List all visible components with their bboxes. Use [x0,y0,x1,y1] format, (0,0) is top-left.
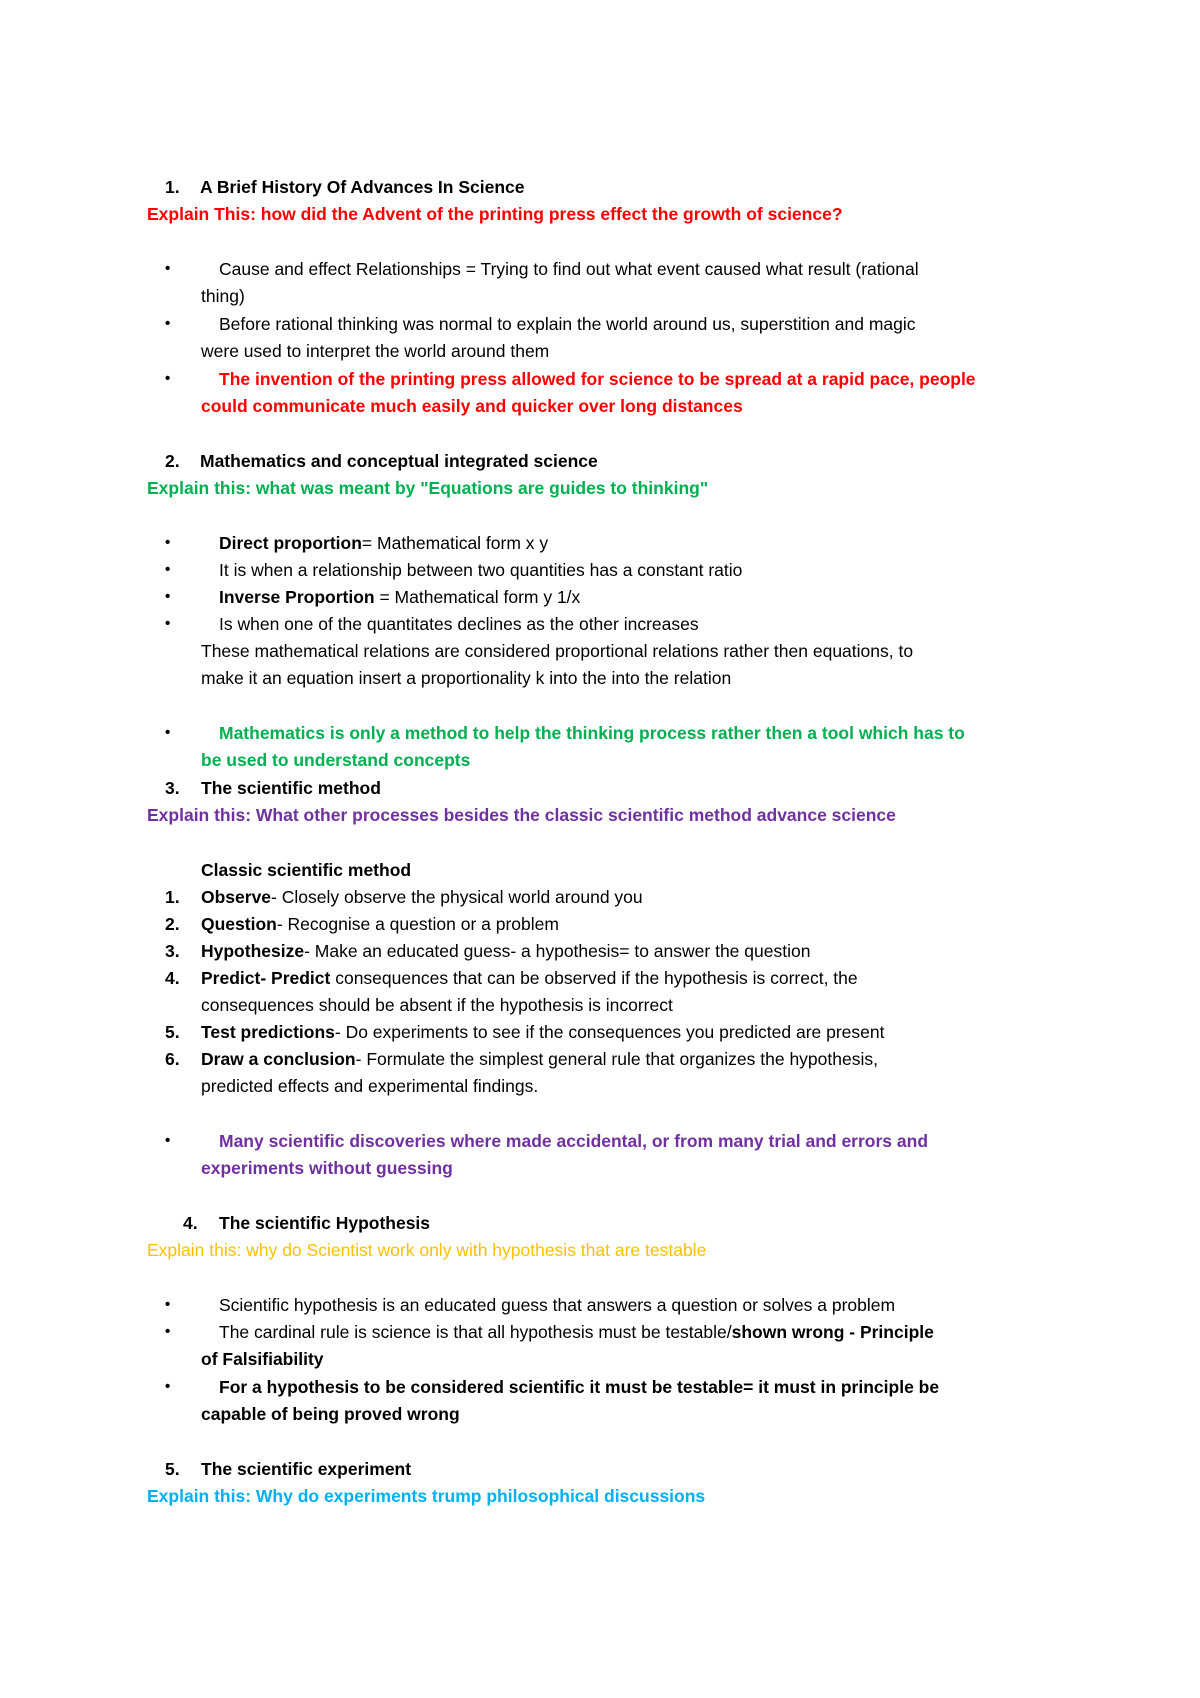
section-number: 4. [183,1213,198,1233]
step-text [201,965,858,991]
bullet-icon: • [165,724,171,741]
bullet-text-continued: be used to understand concepts [201,750,471,770]
step-number: 2. [165,914,180,934]
bullet-text [219,584,580,610]
bullet-text: Is when one of the quantitates declines as the other increases [219,614,699,634]
bullet-icon: • [165,370,171,387]
paragraph-text: make it an equation insert a proportionality k into the into the relation [201,668,732,688]
step-description: - Do experiments to see if the consequences you predicted are present [334,1022,885,1042]
step-description: - Formulate the simplest general rule that organizes the hypothesis, [355,1049,878,1069]
term-direct-proportion: Direct proportion [219,533,362,553]
bullet-text-continued: of Falsifiability [201,1349,324,1369]
bullet-text-highlight: The invention of the printing press allowed for science to be spread at a rapid pace, people [219,369,976,389]
bullet-text-continued: could communicate much easily and quicker over long distances [201,396,743,416]
bullet-icon: • [165,260,171,277]
bullet-text-continued: experiments without guessing [201,1158,453,1178]
step-text [201,884,643,910]
bullet-icon: • [165,1378,171,1395]
step-term: Question [201,914,277,934]
section-number: 2. [165,451,180,471]
step-description: - Recognise a question or a problem [276,914,559,934]
explain-prompt: Explain this: What other processes besides the classic scientific method advance science [147,805,896,825]
bullet-icon: • [165,1296,171,1313]
step-term: Predict- Predict [201,968,331,988]
bullet-text-continued: capable of being proved wrong [201,1404,460,1424]
paragraph-text: These mathematical relations are considered proportional relations rather then equations, to [201,641,914,661]
bullet-text: Cause and effect Relationships = Trying to find out what event caused what result (rational [219,259,919,279]
step-term: Draw a conclusion [201,1049,356,1069]
step-term: Test predictions [201,1022,335,1042]
step-description: - Closely observe the physical world around you [271,887,643,907]
bullet-icon: • [165,534,171,551]
step-text [201,1019,885,1045]
step-term: Hypothesize [201,941,305,961]
step-text [201,911,559,937]
explain-prompt: Explain This: how did the Advent of the printing press effect the growth of science? [147,204,843,224]
bullet-icon: • [165,1132,171,1149]
bullet-icon: • [165,561,171,578]
step-number: 6. [165,1049,180,1069]
step-description: consequences that can be observed if the hypothesis is correct, the [330,968,858,988]
bullet-text [219,530,548,556]
bullet-text: It is when a relationship between two quantities has a constant ratio [219,560,743,580]
bullet-text-highlight: Mathematics is only a method to help the thinking process rather then a tool which has to [219,723,965,743]
bullet-icon: • [165,588,171,605]
section-number: 3. [165,778,180,798]
term-definition: = Mathematical form y 1/x [374,587,581,607]
term-inverse-proportion: Inverse Proportion [219,587,375,607]
step-term: Observe [201,887,272,907]
subheading: Classic scientific method [201,860,412,880]
step-text-continued: predicted effects and experimental findings. [201,1076,539,1096]
bullet-icon: • [165,315,171,332]
explain-prompt: Explain this: Why do experiments trump philosophical discussions [147,1486,706,1506]
section-heading: The scientific method [201,778,381,798]
bullet-text: Before rational thinking was normal to explain the world around us, superstition and magic [219,314,916,334]
section-number: 1. [165,177,180,197]
step-number: 3. [165,941,180,961]
step-text [201,1046,878,1072]
bullet-text-highlight: Many scientific discoveries where made accidental, or from many trial and errors and [219,1131,929,1151]
step-text [201,938,810,964]
section-heading: Mathematics and conceptual integrated science [200,451,598,471]
step-number: 5. [165,1022,180,1042]
step-number: 1. [165,887,180,907]
step-number: 4. [165,968,180,988]
bullet-text-continued: thing) [201,286,245,306]
bullet-text-bold: shown wrong - Principle [731,1322,934,1342]
section-heading: The scientific Hypothesis [219,1213,431,1233]
bullet-text-plain: The cardinal rule is science is that all hypothesis must be testable/ [219,1322,732,1342]
term-definition: = Mathematical form x y [361,533,549,553]
step-text-continued: consequences should be absent if the hypothesis is incorrect [201,995,673,1015]
step-description: - Make an educated guess- a hypothesis= to answer the question [304,941,811,961]
section-heading: A Brief History Of Advances In Science [200,177,525,197]
explain-prompt: Explain this: why do Scientist work only with hypothesis that are testable [147,1240,707,1260]
section-number: 5. [165,1459,180,1479]
bullet-text: Scientific hypothesis is an educated guess that answers a question or solves a problem [219,1295,896,1315]
section-heading: The scientific experiment [201,1459,412,1479]
bullet-text-continued: were used to interpret the world around them [201,341,550,361]
explain-prompt: Explain this: what was meant by "Equations are guides to thinking" [147,478,709,498]
bullet-icon: • [165,1323,171,1340]
bullet-text [219,1319,934,1345]
bullet-icon: • [165,615,171,632]
bullet-text: For a hypothesis to be considered scientific it must be testable= it must in principle be [219,1377,940,1397]
